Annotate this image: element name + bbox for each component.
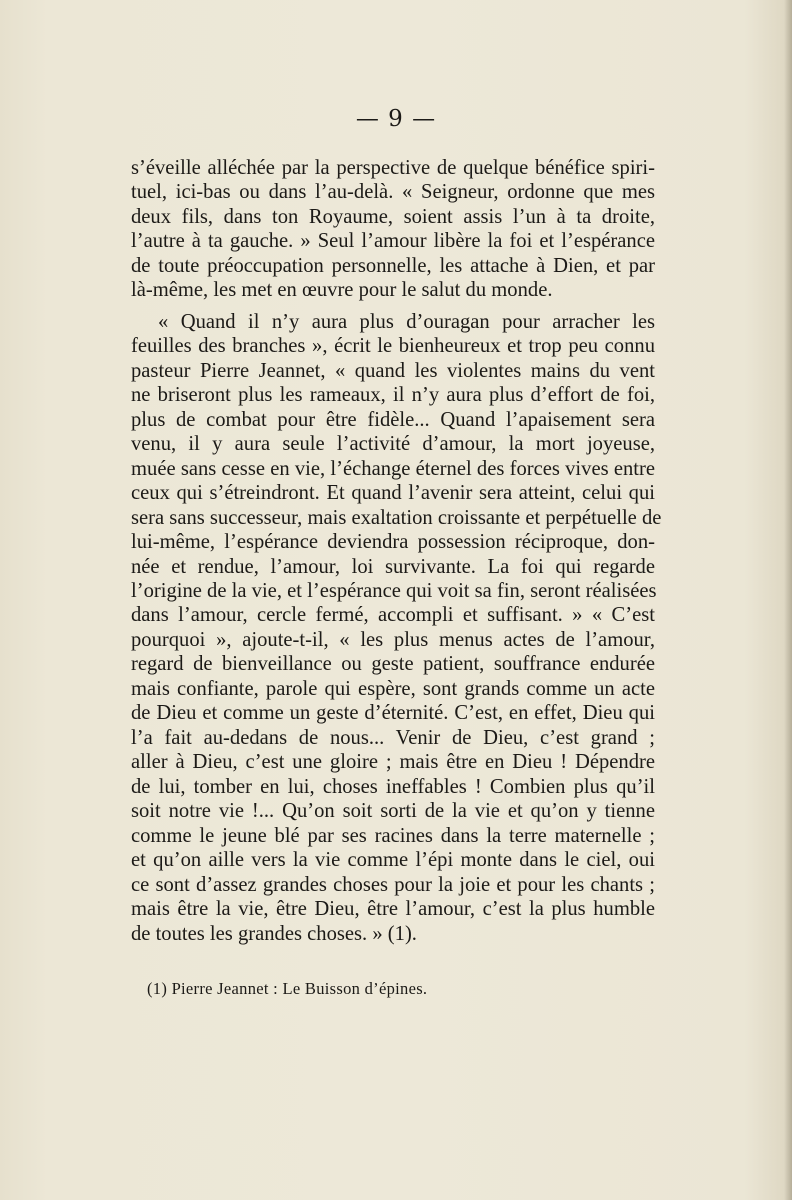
text-line: muée sans cesse en vie, l’échange éternel des forces vives entre [131, 457, 655, 480]
text-line: comme le jeune blé par ses racines dans la terre maternelle ; [131, 824, 655, 847]
text-line: dans l’amour, cercle fermé, accompli et suffisant. » « C’est [131, 604, 655, 627]
text-line: pourquoi », ajoute-t-il, « les plus menus actes de l’amour, [131, 628, 655, 651]
text-line: plus de combat pour être fidèle... Quand l’apaisement sera [131, 408, 655, 431]
text-line: de lui, tomber en lui, choses ineffables ! Combien plus qu’il [131, 775, 655, 798]
text-line: deux fils, dans ton Royaume, soient assis l’un à ta droite, [131, 205, 655, 228]
text-line: venu, il y aura seule l’activité d’amour, la mort joyeuse, [131, 433, 655, 456]
text-line: lui-même, l’espérance deviendra possession réciproque, don- [131, 531, 655, 554]
paragraph-spacer [131, 303, 655, 310]
text-line: ce sont d’assez grandes choses pour la joie et pour les chants ; [131, 873, 655, 896]
body-text [131, 156, 662, 946]
text-line: de toute préoccupation personnelle, les attache à Dien, et par [131, 254, 655, 277]
paragraph [131, 156, 655, 303]
text-line: mais être la vie, être Dieu, être l’amour, c’est la plus humble [131, 898, 655, 921]
footnote: (1) Pierre Jeannet : Le Buisson d’épines. [147, 979, 428, 998]
text-line: regard de bienveillance ou geste patient, souffrance endurée [131, 653, 655, 676]
text-line: « Quand il n’y aura plus d’ouragan pour arracher les [158, 310, 655, 333]
page-edge-shadow [784, 0, 792, 1200]
paragraph [131, 310, 662, 946]
text-line: l’origine de la vie, et l’espérance qui voit sa fin, seront réalisées [131, 579, 657, 602]
text-line: et qu’on aille vers la vie comme l’épi monte dans le ciel, oui [131, 849, 655, 872]
text-line: de toutes les grandes choses. » (1). [131, 922, 417, 945]
text-line: sera sans successeur, mais exaltation croissante et perpétuelle de [131, 506, 662, 529]
text-line: feuilles des branches », écrit le bienheureux et trop peu connu [131, 335, 655, 358]
text-line: pasteur Pierre Jeannet, « quand les violentes mains du vent [131, 359, 655, 382]
text-line: soit notre vie !... Qu’on soit sorti de la vie et qu’on y tienne [131, 800, 655, 823]
text-line: née et rendue, l’amour, loi survivante. La foi qui regarde [131, 555, 655, 578]
text-line: s’éveille alléchée par la perspective de quelque bénéfice spiri- [131, 157, 655, 179]
text-line: aller à Dieu, c’est une gloire ; mais être en Dieu ! Dépendre [131, 751, 655, 774]
text-line: là-même, les met en œuvre pour le salut du monde. [131, 279, 553, 302]
text-line: l’a fait au-dedans de nous... Venir de Dieu, c’est grand ; [131, 726, 655, 749]
text-line: ne briseront plus les rameaux, il n’y aura plus d’effort de foi, [131, 384, 655, 407]
text-line: tuel, ici-bas ou dans l’au-delà. « Seigneur, ordonne que mes [131, 181, 655, 204]
page-number: — 9 — [355, 106, 437, 132]
text-line: de Dieu et comme un geste d’éternité. C’est, en effet, Dieu qui [131, 702, 655, 725]
text-line: ceux qui s’étreindront. Et quand l’avenir sera atteint, celui qui [131, 482, 655, 505]
text-line: mais confiante, parole qui espère, sont grands comme un acte [131, 677, 655, 700]
text-line: l’autre à ta gauche. » Seul l’amour libère la foi et l’espérance [131, 230, 655, 253]
